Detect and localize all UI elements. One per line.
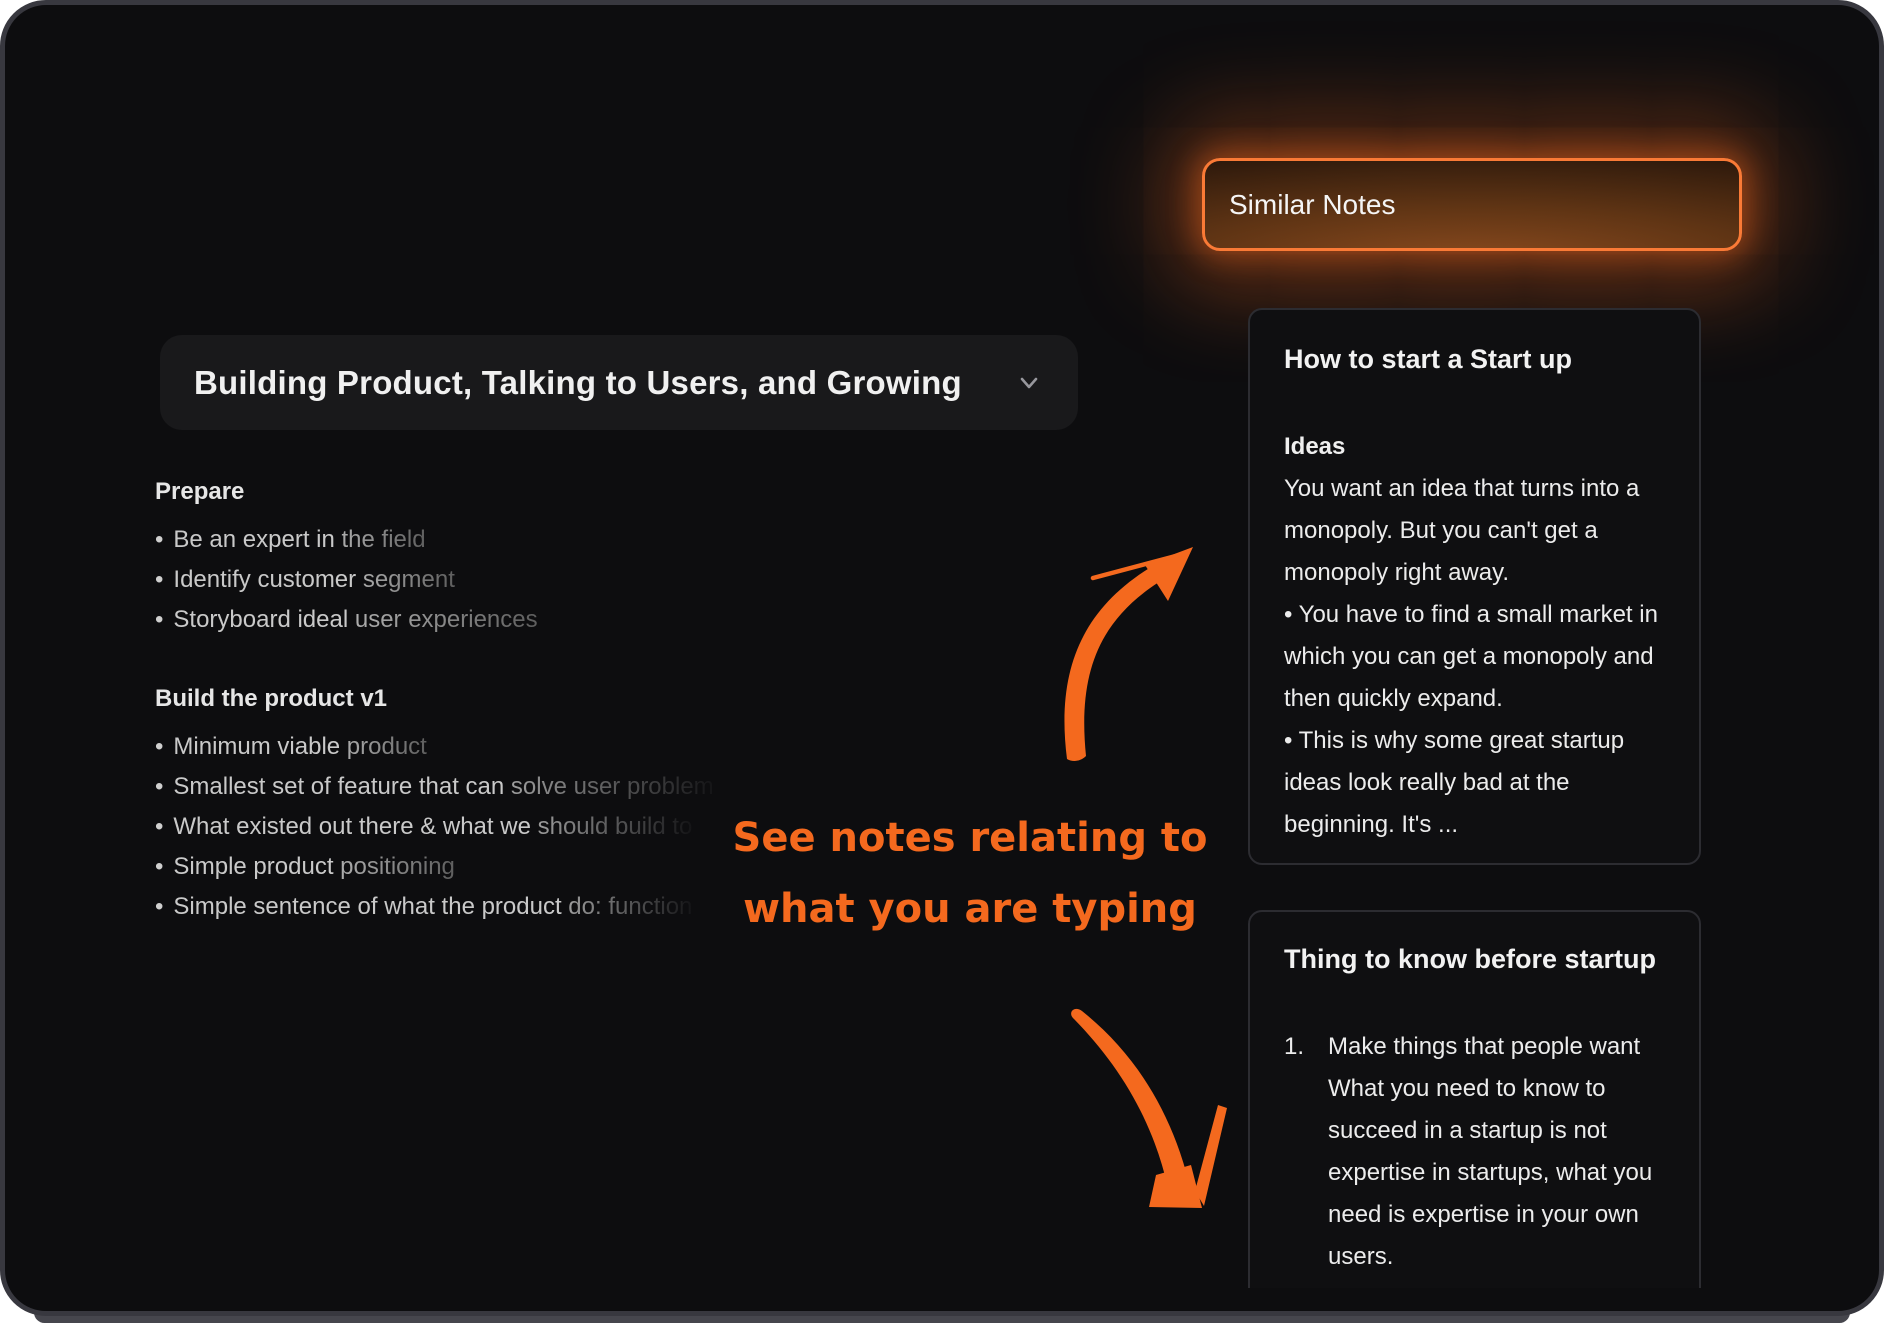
- similar-notes-panel-header[interactable]: [1202, 158, 1742, 251]
- numbered-list-item: [1284, 1026, 1665, 1278]
- annotation-line-2: what you are typing: [743, 886, 1197, 932]
- curved-arrow-down-right-icon: [1071, 1009, 1227, 1208]
- bullet-item: • Minimum viable product: [155, 733, 427, 760]
- bullet-marker: •: [155, 526, 164, 553]
- card-paragraph: You want an idea that turns into a monopoly. But you can't get a monopoly right away.: [1284, 475, 1640, 586]
- bullet-item: • Simple product positioning: [155, 853, 455, 880]
- similar-notes-list: [1244, 304, 1705, 1288]
- bullet-item: • Smallest set of feature that can solve user problem: [155, 773, 714, 800]
- bullet-item: • Be an expert in the field: [155, 526, 426, 553]
- note-card-things-to-know-before-startup[interactable]: [1248, 910, 1701, 1288]
- chevron-down-icon[interactable]: [1014, 368, 1044, 398]
- card-subheading: Ideas: [1284, 433, 1346, 460]
- bullet-marker: •: [155, 893, 164, 920]
- bullet-marker: •: [155, 813, 164, 840]
- curved-arrow-up-right-icon: [1064, 547, 1193, 761]
- bullet-item: • Simple sentence of what the product do: function: [155, 893, 693, 920]
- bullet-marker: •: [155, 566, 164, 593]
- section-heading: Build the product v1: [155, 685, 388, 712]
- list-number: 1.: [1284, 1033, 1305, 1060]
- bullet-marker: •: [155, 606, 164, 633]
- note-card-how-to-start-a-startup[interactable]: [1248, 308, 1701, 865]
- bullet-list: [155, 727, 935, 927]
- card-paragraph: • You have to find a small market in which you can get a monopoly and then quickly expand.: [1284, 601, 1658, 712]
- section-heading: Prepare: [155, 478, 245, 505]
- bullet-item: • What existed out there & what we should build to: [155, 813, 693, 840]
- note-title-dropdown[interactable]: [160, 335, 1078, 430]
- annotation-line-1: See notes relating to: [732, 815, 1208, 861]
- bullet-marker: •: [155, 853, 164, 880]
- note-title: Building Product, Talking to Users, and Growing: [194, 363, 962, 401]
- card-paragraph: • This is why some great startup ideas look really bad at the beginning. It's ...: [1284, 727, 1625, 838]
- card-title: How to start a Start up: [1284, 344, 1573, 374]
- similar-notes-label: Similar Notes: [1229, 188, 1396, 220]
- list-item-text: Make things that people want What you need to know to succeed in a startup is not expertise in startups, what you need is expertise in your own users.: [1328, 1033, 1653, 1270]
- bullet-marker: •: [155, 733, 164, 760]
- bullet-item: • Storyboard ideal user experiences: [155, 606, 538, 633]
- bullet-list: [155, 520, 935, 640]
- card-title: Thing to know before startup: [1284, 944, 1656, 974]
- bullet-marker: •: [155, 773, 164, 800]
- bullet-item: • Identify customer segment: [155, 566, 455, 593]
- note-editor-body[interactable]: [155, 477, 935, 927]
